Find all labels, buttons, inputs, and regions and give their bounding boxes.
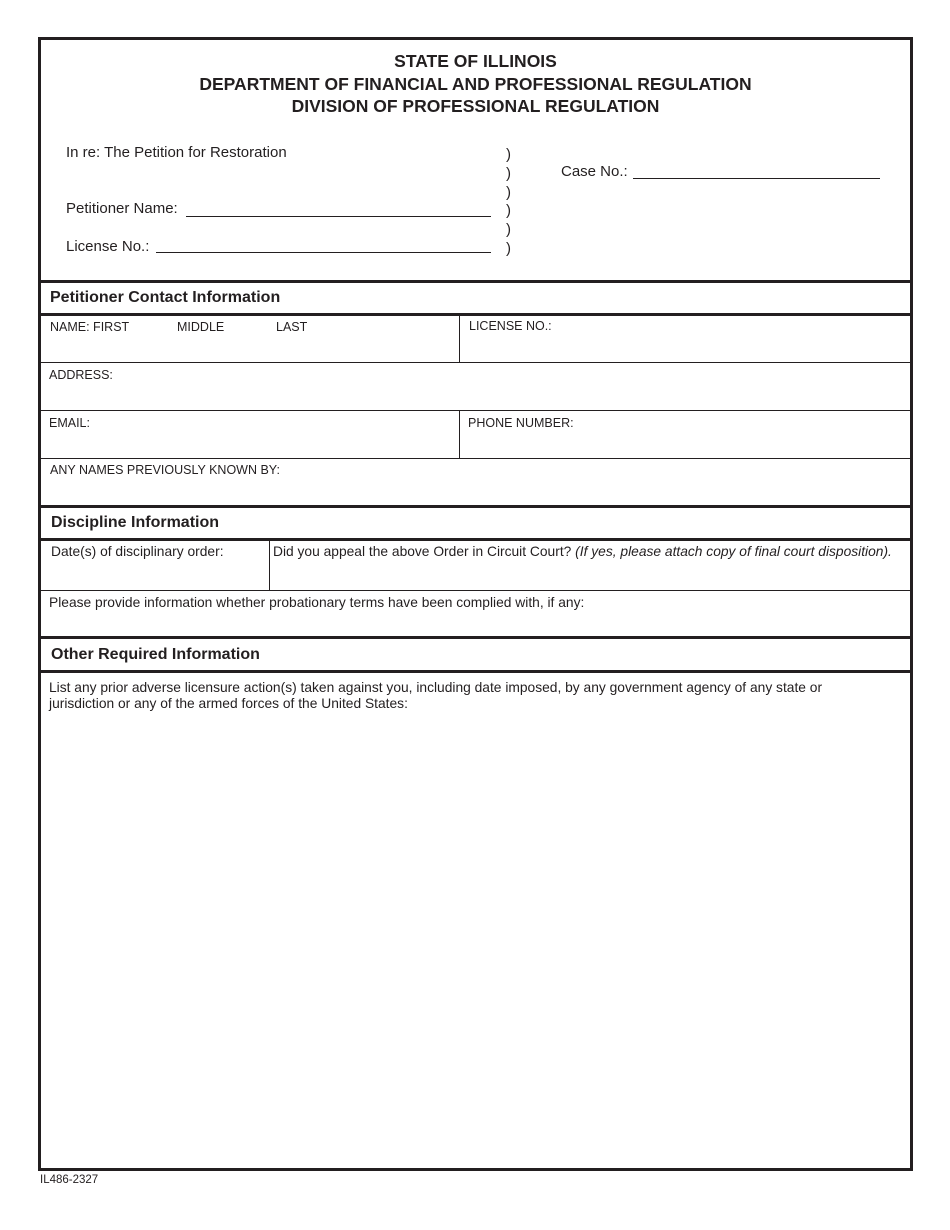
other-section-title: Other Required Information — [51, 646, 260, 663]
divider — [41, 538, 910, 541]
divider — [269, 540, 270, 590]
divider — [41, 636, 910, 639]
divider — [41, 313, 910, 316]
address-label: ADDRESS: — [49, 368, 113, 382]
contact-section-title: Petitioner Contact Information — [50, 289, 281, 306]
header-state: STATE OF ILLINOIS — [394, 51, 557, 71]
probation-label: Please provide information whether probationary terms have been complied with, if any: — [49, 595, 585, 610]
adverse-action-response-area[interactable] — [41, 720, 910, 1168]
phone-label: PHONE NUMBER: — [468, 416, 574, 430]
name-last-label: LAST — [276, 320, 308, 334]
header-department: DEPARTMENT OF FINANCIAL AND PROFESSIONAL REGULATION — [199, 73, 752, 94]
petition-form — [38, 37, 913, 1171]
license-no-cell-label: LICENSE NO.: — [469, 319, 552, 333]
petitioner-name-field[interactable] — [186, 216, 491, 217]
divider — [41, 280, 910, 283]
caption-parentheses: ) ) ) ) ) ) — [506, 146, 511, 257]
divider — [41, 505, 910, 508]
previous-names-label: ANY NAMES PREVIOUSLY KNOWN BY: — [50, 463, 280, 477]
discipline-section-title: Discipline Information — [51, 514, 220, 531]
divider — [41, 590, 910, 591]
petitioner-name-label: Petitioner Name: — [66, 200, 178, 217]
adverse-action-instructions: List any prior adverse licensure action(s) taken against you, including date imposed, by any government agency of any state or jurisdiction or any of the armed forces of the United States: — [49, 680, 823, 711]
divider — [41, 458, 910, 459]
disciplinary-dates-label: Date(s) of disciplinary order: — [51, 544, 224, 559]
divider — [459, 315, 460, 362]
case-no-field[interactable] — [633, 178, 880, 179]
form-header — [41, 40, 910, 118]
name-middle-label: MIDDLE — [177, 320, 225, 334]
divider — [41, 362, 910, 363]
header-division: DIVISION OF PROFESSIONAL REGULATION — [291, 96, 660, 116]
form-id: IL486-2327 — [40, 1174, 99, 1186]
case-no-label: Case No.: — [561, 163, 628, 180]
name-first-label: NAME: FIRST — [50, 320, 130, 334]
divider — [41, 410, 910, 411]
license-no-field[interactable] — [156, 252, 491, 253]
divider — [459, 411, 460, 458]
divider — [41, 670, 910, 673]
license-no-label: License No.: — [66, 238, 150, 255]
appeal-question: Did you appeal the above Order in Circuit Court? (If yes, please attach copy of final court disposition). — [273, 544, 892, 559]
email-label: EMAIL: — [49, 416, 90, 430]
in-re-caption: In re: The Petition for Restoration — [66, 144, 287, 161]
